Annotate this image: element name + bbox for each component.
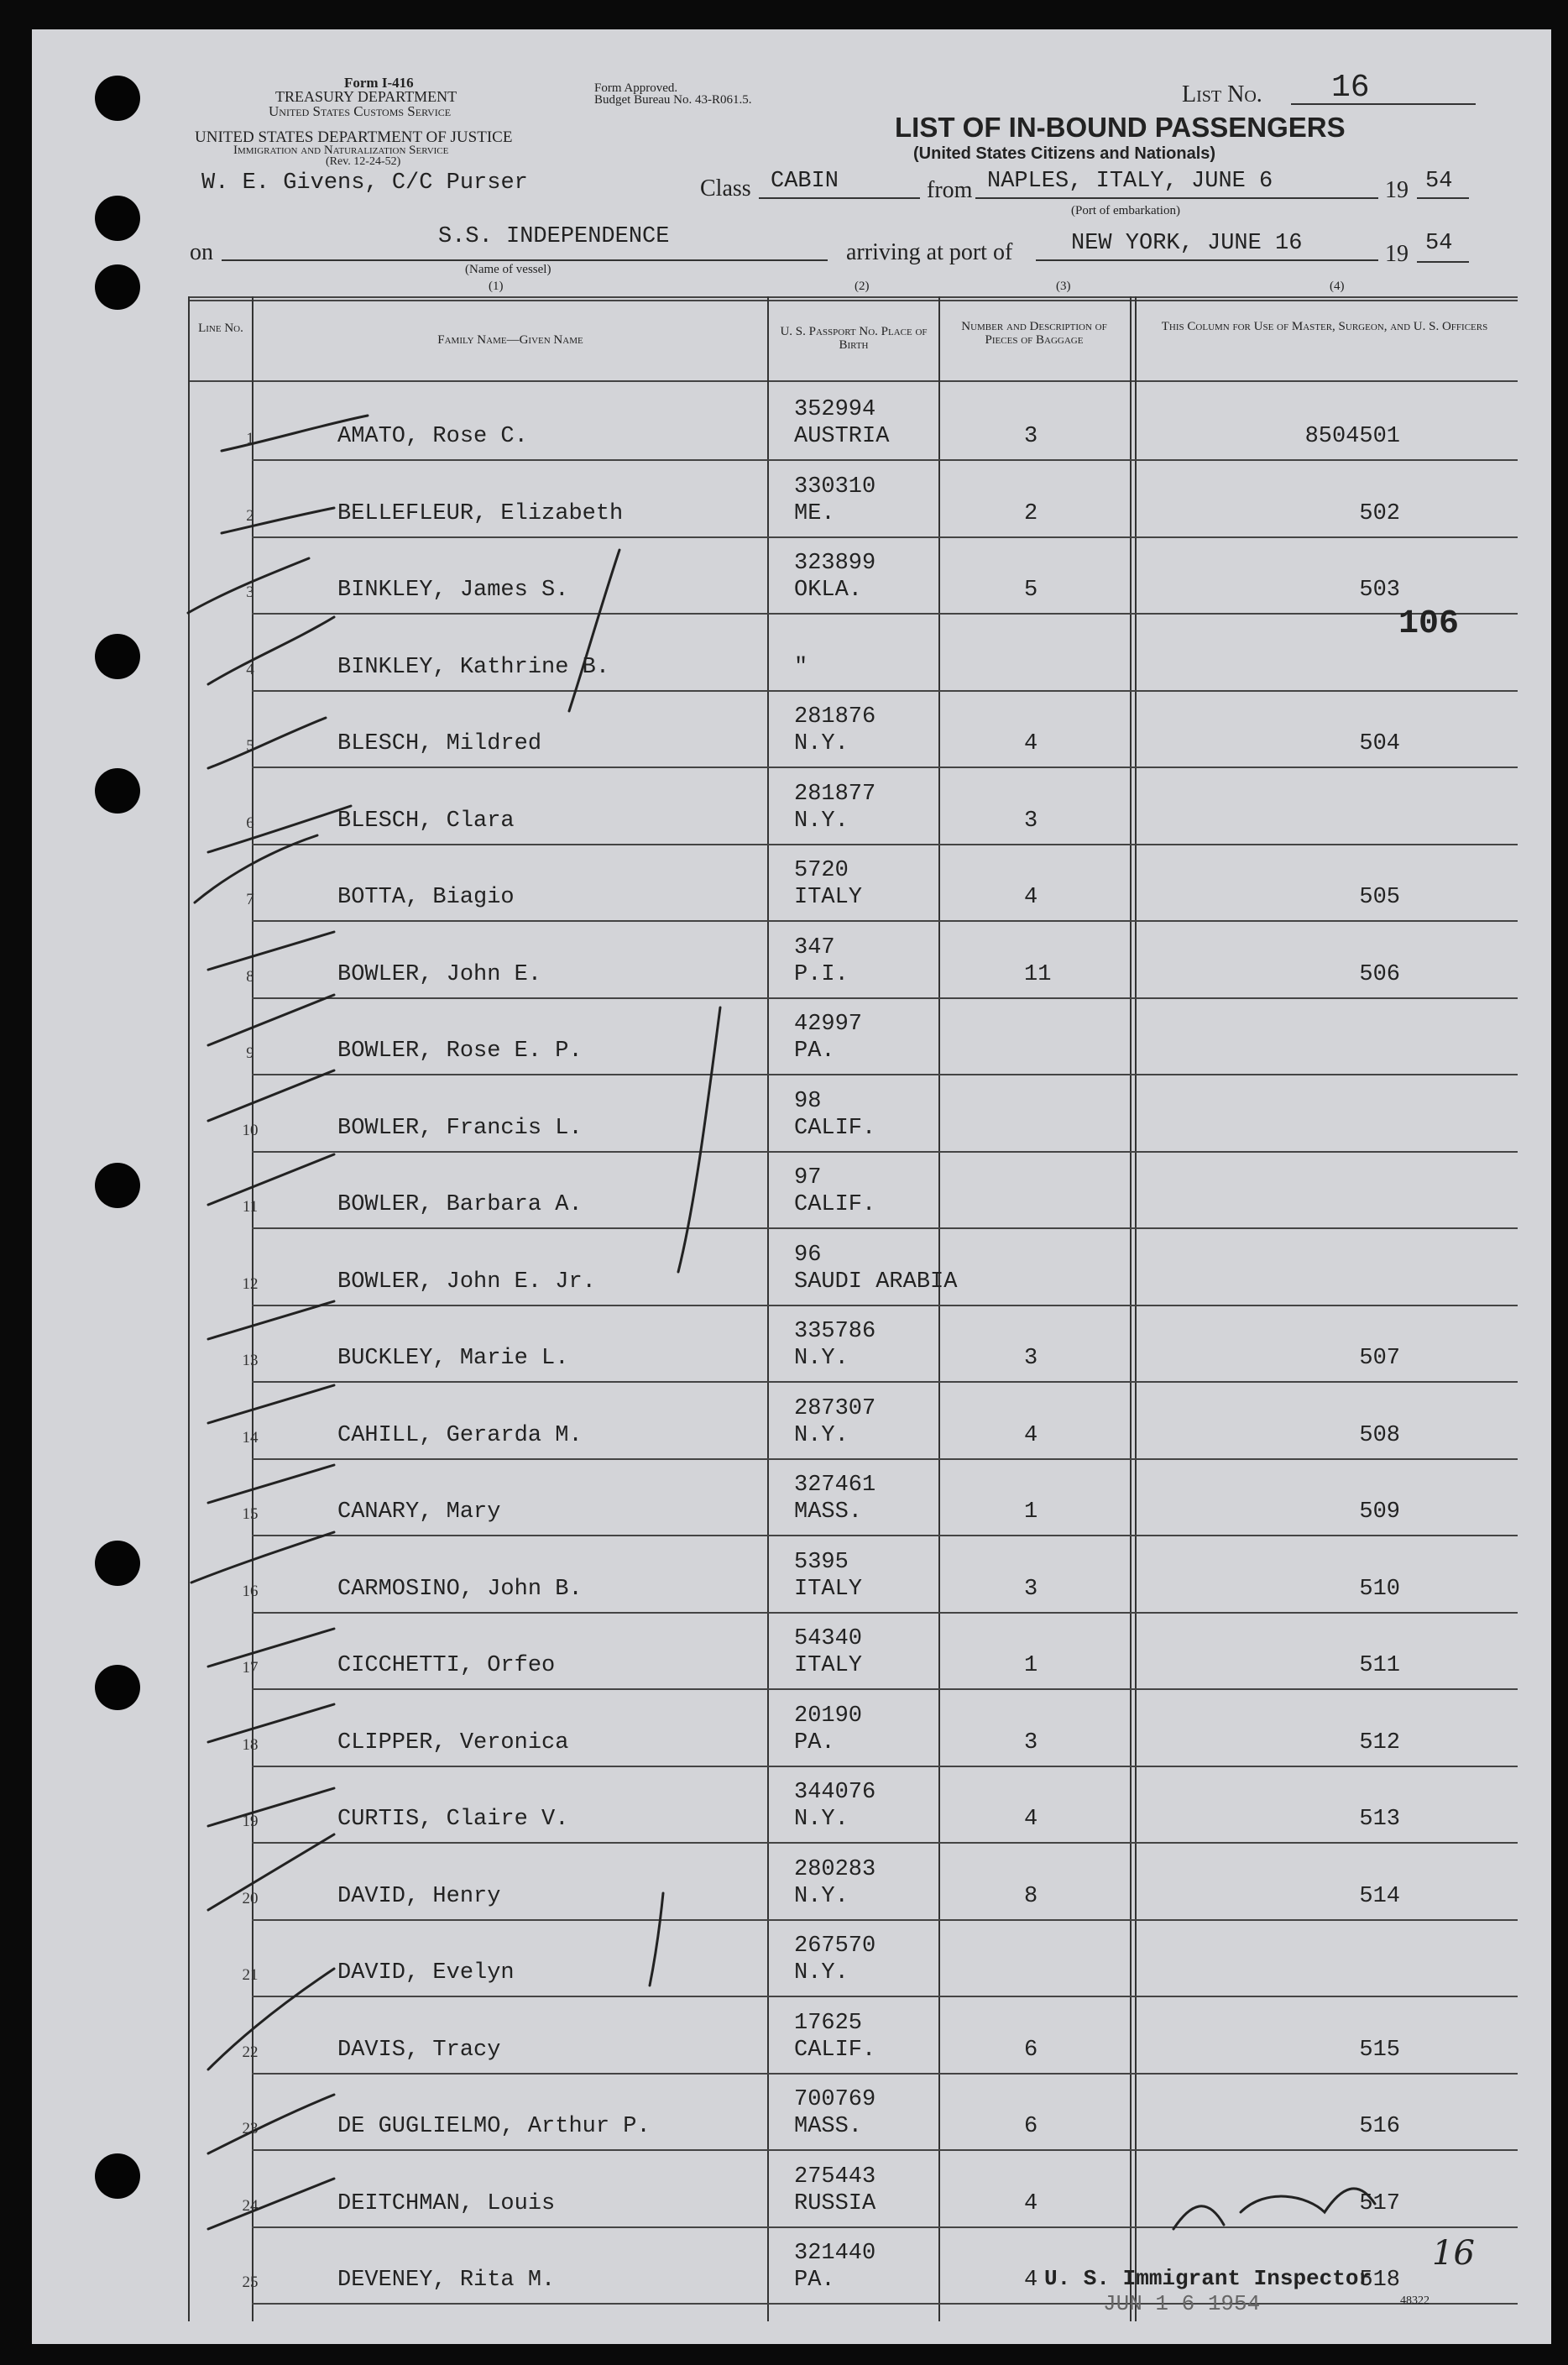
officer-number: 513: [1359, 1807, 1400, 1832]
row-line-number: 22: [242, 2043, 259, 2061]
col-header-line-no: Line No.: [198, 322, 243, 335]
col-header-name: Family Name—Given Name: [437, 333, 583, 347]
form-approved: Form Approved.: [594, 81, 678, 95]
margin-note-16: 16: [1432, 2234, 1475, 2273]
row-line-number: 3: [246, 583, 254, 601]
justice-dept: UNITED STATES DEPARTMENT OF JUSTICE: [195, 128, 513, 146]
officer-number: 508: [1359, 1422, 1400, 1448]
baggage-count: 4: [1024, 885, 1038, 910]
manifest-page: [32, 29, 1551, 2344]
check-mark: [208, 806, 351, 852]
passenger-name: CLIPPER, Veronica: [337, 1729, 569, 1755]
check-mark: [208, 718, 326, 768]
officer-number: 516: [1359, 2114, 1400, 2139]
col-header-officers: This Column for Use of Master, Surgeon, and U. S. Officers: [1161, 320, 1488, 333]
check-mark: [191, 1532, 334, 1583]
budget-bureau: Budget Bureau No. 43-R061.5.: [594, 93, 752, 107]
check-mark: [208, 1385, 334, 1423]
place-of-birth: AUSTRIA: [794, 424, 890, 449]
row-line-number: 16: [242, 1582, 259, 1600]
list-subtitle: (United States Citizens and Nationals): [913, 144, 1216, 163]
col-header-baggage: Number and Description of Pieces of Baggage: [961, 320, 1107, 347]
row-line-number: 5: [246, 737, 254, 755]
check-mark: [208, 2179, 334, 2229]
passenger-name: BOWLER, John E.: [337, 961, 542, 987]
passport-number: 281877: [794, 781, 876, 807]
baggage-count: 5: [1024, 578, 1038, 603]
check-mark: [208, 1704, 334, 1742]
year-prefix-arrive: 19: [1385, 241, 1409, 267]
port-embark-label: (Port of embarkation): [1071, 204, 1180, 217]
form-number: Form I-416: [344, 75, 414, 91]
bracket-stroke: [650, 1893, 663, 1986]
arriving-label: arriving at port of: [846, 239, 1013, 265]
inspector-signature: [1173, 2189, 1375, 2229]
passport-number: 281876: [794, 704, 876, 730]
check-mark: [208, 1969, 334, 2069]
inspection-date-stamp: JUN 1 6 1954: [1103, 2291, 1261, 2316]
passport-number: 20190: [794, 1703, 863, 1729]
officer-number: 503: [1359, 578, 1400, 603]
customs-service: United States Customs Service: [269, 103, 452, 119]
row-line-number: 24: [242, 2196, 259, 2215]
row-line-number: 15: [242, 1505, 259, 1523]
row-line-number: 11: [242, 1198, 259, 1216]
officer-number: 8504501: [1304, 424, 1400, 449]
passport-number: 96: [794, 1242, 822, 1268]
bracket-stroke: [569, 550, 619, 711]
check-mark: [208, 932, 334, 970]
officer-number: 514: [1359, 1883, 1400, 1909]
passport-number: 323899: [794, 551, 876, 576]
vessel-name: S.S. INDEPENDENCE: [438, 224, 670, 249]
place-of-birth: CALIF.: [794, 1115, 876, 1141]
place-of-birth: N.Y.: [794, 1346, 849, 1371]
row-line-number: 9: [246, 1044, 254, 1062]
row-line-number: 18: [242, 1735, 259, 1754]
baggage-count: 4: [1024, 2268, 1038, 2293]
row-line-number: 8: [246, 967, 254, 986]
check-mark: [208, 1788, 334, 1826]
col-num-1: (1): [489, 280, 504, 293]
baggage-count: 3: [1024, 1729, 1038, 1755]
place-of-birth: N.Y.: [794, 731, 849, 756]
passenger-name: DE GUGLIELMO, Arthur P.: [337, 2114, 651, 2139]
passenger-name: DAVID, Henry: [337, 1883, 501, 1909]
place-of-birth: CALIF.: [794, 1192, 876, 1217]
baggage-count: 4: [1024, 731, 1038, 756]
check-mark: [188, 558, 309, 613]
stamp-106: 106: [1398, 605, 1460, 643]
check-mark: [208, 1154, 334, 1205]
row-line-number: 10: [242, 1121, 259, 1139]
officer-number: 515: [1359, 2037, 1400, 2063]
check-mark: [222, 508, 334, 533]
year-arrive: 54: [1425, 231, 1453, 256]
list-no-label: List No.: [1182, 81, 1262, 107]
baggage-count: 2: [1024, 500, 1038, 526]
officer-number: 504: [1359, 731, 1400, 756]
row-line-number: 21: [242, 1966, 259, 1984]
place-of-birth: OKLA.: [794, 578, 863, 603]
passenger-name: AMATO, Rose C.: [337, 424, 528, 449]
officer-number: 509: [1359, 1499, 1400, 1525]
baggage-count: 3: [1024, 1346, 1038, 1371]
officer-number: 505: [1359, 885, 1400, 910]
passenger-name: BOTTA, Biagio: [337, 885, 515, 910]
place-of-birth: ITALY: [794, 885, 863, 910]
inspector-label: U. S. Immigrant Inspector: [1044, 2266, 1372, 2291]
passenger-name: BINKLEY, James S.: [337, 578, 569, 603]
passenger-name: BOWLER, Francis L.: [337, 1115, 583, 1141]
passport-number: 5395: [794, 1549, 849, 1575]
passenger-name: DEVENEY, Rita M.: [337, 2268, 556, 2293]
check-mark: [208, 2095, 334, 2153]
baggage-count: 4: [1024, 1422, 1038, 1448]
from-value: NAPLES, ITALY, JUNE 6: [987, 169, 1273, 194]
passport-number: 344076: [794, 1780, 876, 1805]
officer-number: 502: [1359, 500, 1400, 526]
baggage-count: 1: [1024, 1499, 1038, 1525]
place-of-birth: ": [794, 654, 808, 680]
row-line-number: 17: [242, 1659, 259, 1677]
check-mark: [195, 835, 317, 903]
passport-number: 5720: [794, 858, 849, 883]
passport-number: 327461: [794, 1473, 876, 1498]
passenger-name: DEITCHMAN, Louis: [337, 2190, 556, 2216]
passenger-name: BUCKLEY, Marie L.: [337, 1346, 569, 1371]
row-line-number: 4: [246, 660, 254, 678]
baggage-count: 6: [1024, 2037, 1038, 2063]
year-prefix-from: 19: [1385, 177, 1409, 203]
form-code: 48322: [1400, 2294, 1429, 2307]
col-header-passport: U. S. Passport No. Place of Birth: [780, 325, 928, 352]
place-of-birth: N.Y.: [794, 1422, 849, 1448]
passenger-name: CURTIS, Claire V.: [337, 1807, 569, 1832]
passport-number: 97: [794, 1165, 822, 1190]
list-no-value: 16: [1331, 70, 1370, 106]
place-of-birth: N.Y.: [794, 1883, 849, 1909]
place-of-birth: P.I.: [794, 961, 849, 987]
passport-number: 280283: [794, 1856, 876, 1882]
passenger-name: BLESCH, Clara: [337, 808, 515, 834]
list-title: LIST OF IN-BOUND PASSENGERS: [895, 112, 1346, 143]
passenger-name: BOWLER, Rose E. P.: [337, 1039, 583, 1064]
passenger-name: DAVID, Evelyn: [337, 1960, 515, 1986]
place-of-birth: MASS.: [794, 1499, 863, 1525]
check-mark: [208, 1629, 334, 1666]
place-of-birth: N.Y.: [794, 808, 849, 834]
passport-number: 352994: [794, 397, 876, 422]
baggage-count: 4: [1024, 1807, 1038, 1832]
passenger-name: BOWLER, Barbara A.: [337, 1192, 583, 1217]
passenger-name: CAHILL, Gerarda M.: [337, 1422, 583, 1448]
place-of-birth: ITALY: [794, 1653, 863, 1678]
passport-number: 275443: [794, 2164, 876, 2190]
baggage-count: 3: [1024, 424, 1038, 449]
place-of-birth: RUSSIA: [794, 2190, 876, 2216]
check-mark: [222, 416, 368, 451]
row-line-number: 19: [242, 1813, 259, 1830]
place-of-birth: SAUDI ARABIA: [794, 1269, 958, 1295]
ins-service: Immigration and Naturalization Service: [233, 144, 449, 157]
passport-number: 700769: [794, 2087, 876, 2112]
place-of-birth: PA.: [794, 1729, 835, 1755]
row-line-number: 23: [242, 2120, 259, 2137]
passenger-name: CARMOSINO, John B.: [337, 1576, 583, 1602]
passenger-name: CICCHETTI, Orfeo: [337, 1653, 556, 1678]
on-label: on: [190, 239, 213, 265]
officer-number: 510: [1359, 1576, 1400, 1602]
row-line-number: 20: [242, 1889, 259, 1907]
passenger-name: DAVIS, Tracy: [337, 2037, 501, 2063]
passport-number: 98: [794, 1088, 822, 1114]
row-line-number: 25: [242, 2273, 259, 2291]
baggage-count: 4: [1024, 2190, 1038, 2216]
officer-number: 507: [1359, 1346, 1400, 1371]
officer-number: 512: [1359, 1729, 1400, 1755]
row-line-number: 12: [242, 1274, 259, 1293]
revision: (Rev. 12-24-52): [326, 155, 401, 168]
row-line-number: 13: [242, 1352, 259, 1369]
officer-number: 511: [1359, 1653, 1400, 1678]
baggage-count: 3: [1024, 808, 1038, 834]
officer-number: 506: [1359, 961, 1400, 987]
row-line-number: 2: [246, 506, 254, 525]
baggage-count: 3: [1024, 1576, 1038, 1602]
baggage-count: 6: [1024, 2114, 1038, 2139]
check-mark: [208, 1070, 334, 1121]
arrival-port: NEW YORK, JUNE 16: [1071, 231, 1303, 256]
year-from: 54: [1425, 169, 1453, 194]
row-line-number: 14: [242, 1428, 259, 1447]
passenger-name: CANARY, Mary: [337, 1499, 501, 1525]
passport-number: 42997: [794, 1012, 863, 1037]
from-label: from: [927, 177, 973, 203]
check-mark: [208, 1834, 334, 1910]
col-num-3: (3): [1056, 280, 1071, 293]
passenger-name: BOWLER, John E. Jr.: [337, 1269, 596, 1295]
row-line-number: 1: [246, 430, 254, 447]
passport-number: 287307: [794, 1395, 876, 1421]
passenger-name: BLESCH, Mildred: [337, 731, 542, 756]
col-num-2: (2): [855, 280, 870, 293]
passport-number: 330310: [794, 474, 876, 500]
passport-number: 267570: [794, 1933, 876, 1959]
place-of-birth: N.Y.: [794, 1960, 849, 1986]
passenger-name: BELLEFLEUR, Elizabeth: [337, 500, 624, 526]
place-of-birth: CALIF.: [794, 2037, 876, 2063]
check-mark: [208, 1301, 334, 1339]
col-num-4: (4): [1330, 280, 1345, 293]
passport-number: 335786: [794, 1319, 876, 1344]
place-of-birth: N.Y.: [794, 1807, 849, 1832]
officer-number: 517: [1359, 2190, 1400, 2216]
check-mark: [208, 1465, 334, 1503]
place-of-birth: PA.: [794, 2268, 835, 2293]
passport-number: 321440: [794, 2241, 876, 2266]
passenger-name: BINKLEY, Kathrine B.: [337, 654, 610, 680]
baggage-count: 8: [1024, 1883, 1038, 1909]
row-line-number: 6: [246, 814, 254, 832]
baggage-count: 11: [1024, 961, 1052, 987]
place-of-birth: ITALY: [794, 1576, 863, 1602]
row-line-number: 7: [246, 891, 254, 908]
check-mark: [208, 617, 334, 684]
place-of-birth: PA.: [794, 1039, 835, 1064]
baggage-count: 1: [1024, 1653, 1038, 1678]
place-of-birth: MASS.: [794, 2114, 863, 2139]
passport-number: 17625: [794, 2010, 863, 2036]
place-of-birth: ME.: [794, 500, 835, 526]
check-mark: [208, 995, 334, 1045]
class-label: Class: [700, 175, 751, 201]
vessel-label: (Name of vessel): [465, 263, 551, 276]
passport-number: 347: [794, 934, 835, 960]
bracket-stroke: [678, 1007, 720, 1272]
officer-number: 518: [1359, 2268, 1400, 2293]
passport-number: 54340: [794, 1626, 863, 1651]
treasury-dept: TREASURY DEPARTMENT: [275, 88, 457, 105]
class-value: CABIN: [771, 169, 839, 194]
handwritten-marks: [32, 29, 1551, 2344]
purser: W. E. Givens, C/C Purser: [201, 170, 528, 196]
